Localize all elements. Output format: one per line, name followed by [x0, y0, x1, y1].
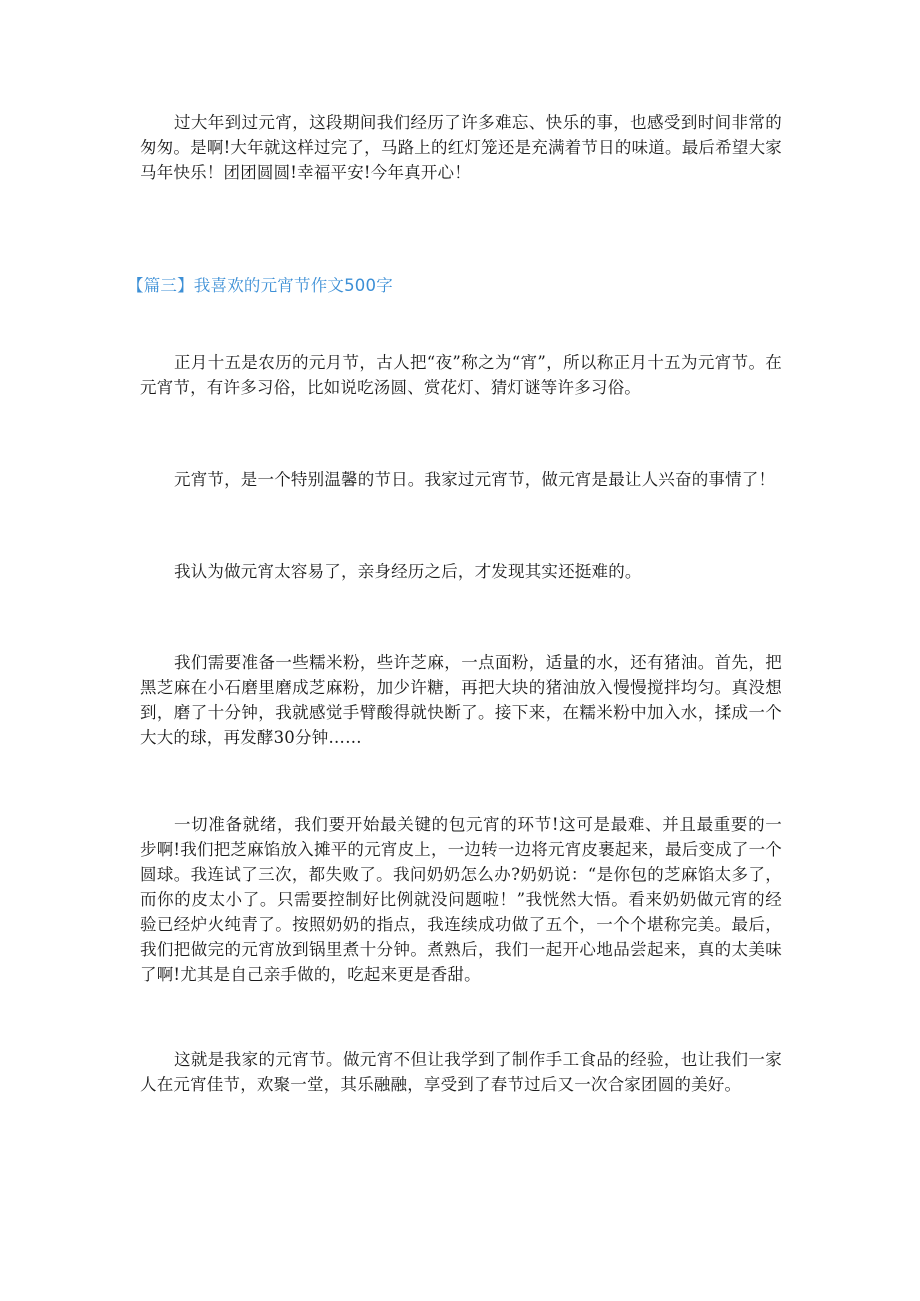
paragraph-making-yuanxiao: 一切准备就绪，我们要开始最关键的包元宵的环节!这可是最难、并且最重要的一步啊!我们把芝麻馅放入摊平的元宵皮上，一边转一边将元宵皮裹起来，最后变成了一个圆球。我连试了三次，都失败了。我问奶奶怎么办?奶奶说：“是你包的芝麻馅太多了，而你的皮太小了。只需要控制好比例就没问题啦！”我恍然大悟。看来奶奶做元宵的经验已经炉火纯青了。按照奶奶的指点，我连续成功做了五个，一个个堪称完美。最后，我们把做完的元宵放到锅里煮十分钟。煮熟后，我们一起开心地品尝起来，真的太美味了啊!尤其是自己亲手做的，吃起来更是香甜。: [140, 815, 782, 984]
paragraph-warm-festival: 元宵节，是一个特别温馨的节日。我家过元宵节，做元宵是最让人兴奋的事情了！: [174, 470, 776, 489]
paragraph-difficulty: 我认为做元宵太容易了，亲身经历之后，才发现其实还挺难的。: [174, 562, 642, 581]
paragraph-intro-ending: 过大年到过元宵，这段期间我们经历了许多难忘、快乐的事，也感受到时间非常的匆匆。是啊!大年就这样过完了，马路上的红灯笼还是充满着节日的味道。最后希望大家马年快乐！团团圆圆!幸福平安!今年真开心！: [140, 113, 782, 182]
paragraph-lantern-festival-origin: 正月十五是农历的元月节，古人把“夜”称之为“宵”，所以称正月十五为元宵节。在元宵节，有许多习俗，比如说吃汤圆、赏花灯、猜灯谜等许多习俗。: [140, 353, 782, 397]
paragraph-conclusion: 这就是我家的元宵节。做元宵不但让我学到了制作手工食品的经验，也让我们一家人在元宵佳节，欢聚一堂，其乐融融，享受到了春节过后又一次合家团圆的美好。: [140, 1050, 782, 1094]
section-heading: 【篇三】我喜欢的元宵节作文500字: [127, 276, 393, 295]
paragraph-preparation: 我们需要准备一些糯米粉，些许芝麻，一点面粉，适量的水，还有猪油。首先，把黑芝麻在小石磨里磨成芝麻粉，加少许糖，再把大块的猪油放入慢慢搅拌均匀。真没想到，磨了十分钟，我就感觉手臂酸得就快断了。接下来，在糯米粉中加入水，揉成一个大大的球，再发酵30分钟……: [140, 653, 782, 747]
